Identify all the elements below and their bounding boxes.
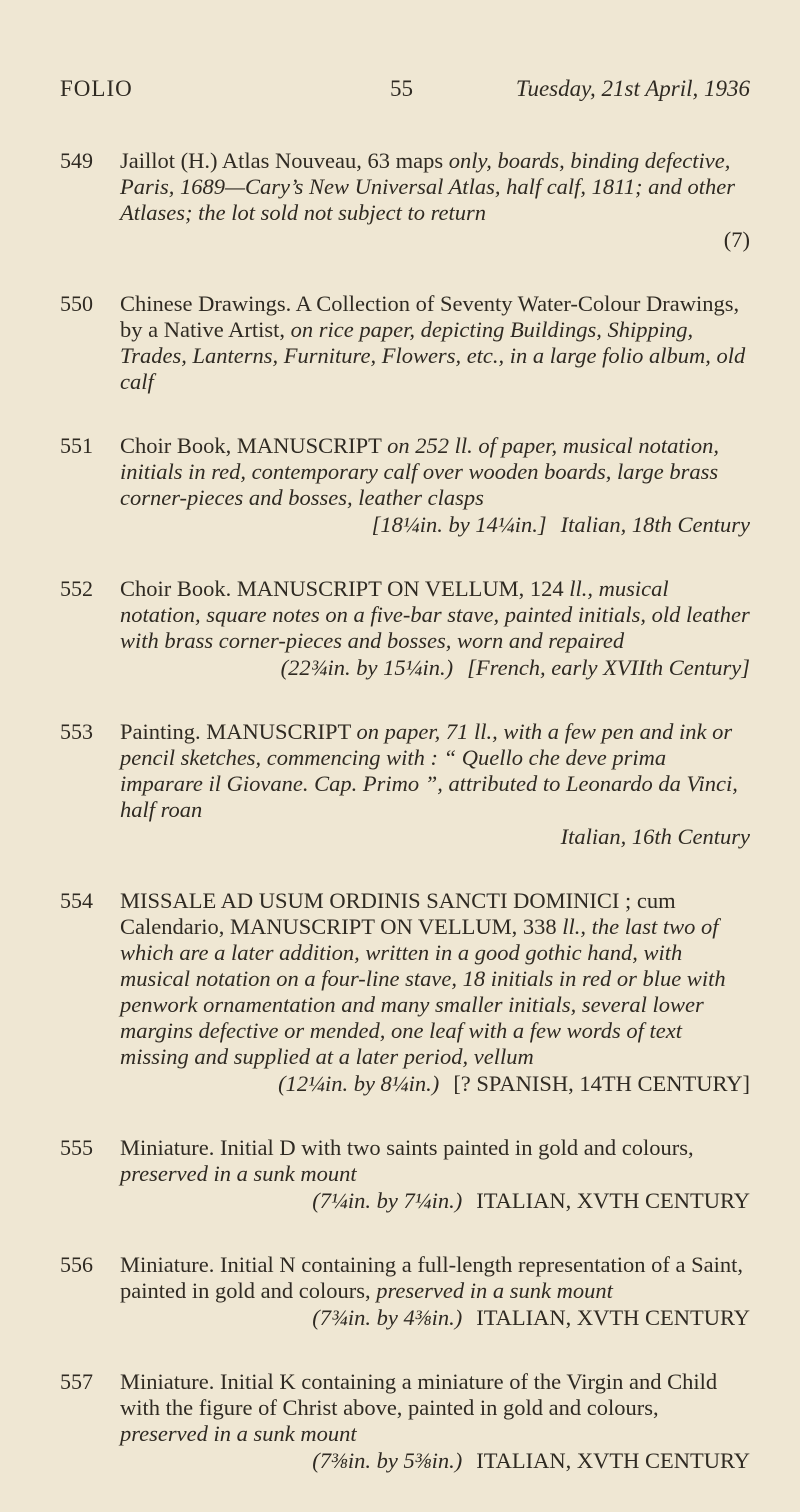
lot-description: ll., the last two of which are a later addition, written in a good gothic hand, with musical notation on a four-line stave, 18 initials in red or blue with penwork ornamentation and many smaller initials, several lower margins defective or mended, one leaf with a few words of text missing and supplied at a later period, vellum — [120, 914, 726, 1069]
lot-title: Chinese Drawings. A Collection of Seventy Water-Colour Drawings, by a Native Artist, — [120, 291, 740, 342]
lot-number: 550 — [60, 291, 93, 316]
lot-size: (12¼in. by 8¼in.) — [278, 1071, 440, 1096]
lot-number: 552 — [60, 576, 93, 601]
folio-label: FOLIO — [60, 76, 133, 101]
lot-title: Choir Book. MANUSCRIPT ON VELLUM, 124 — [120, 576, 570, 601]
lot-description: preserved in a sunk mount — [376, 1278, 613, 1303]
lot-entry — [60, 576, 750, 681]
lot-quantity: (7) — [723, 227, 750, 252]
page-number: 55 — [390, 76, 413, 101]
lot-size: [18¼in. by 14¼in.] — [371, 512, 547, 537]
lot-description: only, boards, binding defective, Paris, 1689—Cary’s New Universal Atlas, half calf, 1811; and other Atlases; the lot sold not subject to return — [120, 148, 736, 225]
lot-description: preserved in a sunk mount — [120, 1161, 357, 1186]
lot-number: 556 — [60, 1252, 93, 1277]
lot-entry — [60, 148, 750, 253]
lot-title: Miniature. Initial D with two saints painted in gold and colours, — [120, 1135, 694, 1160]
lot-size-origin — [120, 1448, 750, 1474]
lot-size-origin — [120, 1188, 750, 1214]
lot-origin: Italian, 16th Century — [560, 824, 750, 849]
lot-origin: ITALIAN, XVTH CENTURY — [476, 1305, 750, 1330]
lot-size: (7⅜in. by 5⅜in.) — [312, 1448, 463, 1473]
lot-title: Miniature. Initial K containing a miniature of the Virgin and Child with the figure of Christ above, painted in gold and colours, — [120, 1369, 718, 1420]
lot-entry — [60, 1135, 750, 1214]
lot-title: Jaillot (H.) Atlas Nouveau, 63 maps — [120, 148, 449, 173]
lot-entry — [60, 888, 750, 1097]
lot-description: on paper, 71 ll., with a few pen and ink or pencil sketches, commencing with : “ Quello che deve prima imparare il Giovane. Cap. Primo ”, attributed to Leonardo da Vinci, half roan — [120, 719, 738, 822]
lot-number: 557 — [60, 1369, 93, 1394]
lot-title: Choir Book, MANUSCRIPT — [120, 433, 388, 458]
sale-date: Tuesday, 21st April, 1936 — [515, 76, 750, 101]
lot-number: 555 — [60, 1135, 93, 1160]
lot-origin: ITALIAN, XVTH CENTURY — [476, 1448, 750, 1473]
lot-size: (22¾in. by 15¼in.) — [280, 655, 454, 680]
lot-origin: Italian, 18th Century — [560, 512, 750, 537]
lot-origin: [? SPANISH, 14TH CENTURY] — [453, 1071, 750, 1096]
lot-entry — [60, 719, 750, 850]
lot-description: preserved in a sunk mount — [120, 1421, 357, 1446]
lot-description: on 252 ll. of paper, musical notation, initials in red, contemporary calf over wooden boards, large brass corner-pieces and bosses, leather clasps — [120, 433, 720, 510]
lot-number: 554 — [60, 888, 93, 913]
lot-size: (7¾in. by 4⅜in.) — [312, 1305, 463, 1330]
lot-entry — [60, 1369, 750, 1474]
lot-number: 551 — [60, 433, 93, 458]
lot-entry — [60, 291, 750, 395]
lot-size-origin — [120, 1305, 750, 1331]
lot-size-origin — [120, 824, 750, 850]
lot-size: (7¼in. by 7¼in.) — [312, 1188, 463, 1213]
lot-title: Miniature. Initial N containing a full-length representation of a Saint, painted in gold and colours, — [120, 1252, 743, 1303]
lot-number: 553 — [60, 719, 93, 744]
lot-size-origin — [120, 512, 750, 538]
lot-description: ll., musical notation, square notes on a five-bar stave, painted initials, old leather with brass corner-pieces and bosses, worn and repaired — [120, 576, 750, 653]
lot-title: Painting. MANUSCRIPT — [120, 719, 357, 744]
lot-number: 549 — [60, 148, 93, 173]
lot-origin: ITALIAN, XVTH CENTURY — [476, 1188, 750, 1213]
lot-list — [60, 148, 750, 1512]
lot-description: on rice paper, depicting Buildings, Shipping, Trades, Lanterns, Furniture, Flowers, etc., in a large folio album, old calf — [120, 317, 746, 394]
lot-size-origin — [120, 1071, 750, 1097]
lot-entry — [60, 433, 750, 538]
lot-size-origin — [120, 655, 750, 681]
page-header — [60, 76, 750, 112]
lot-title: MISSALE AD USUM ORDINIS SANCTI DOMINICI ; cum Calendario, MANUSCRIPT ON VELLUM, 338 — [120, 888, 676, 939]
lot-origin: [French, early XVIIth Century] — [467, 655, 750, 680]
lot-entry — [60, 1252, 750, 1331]
